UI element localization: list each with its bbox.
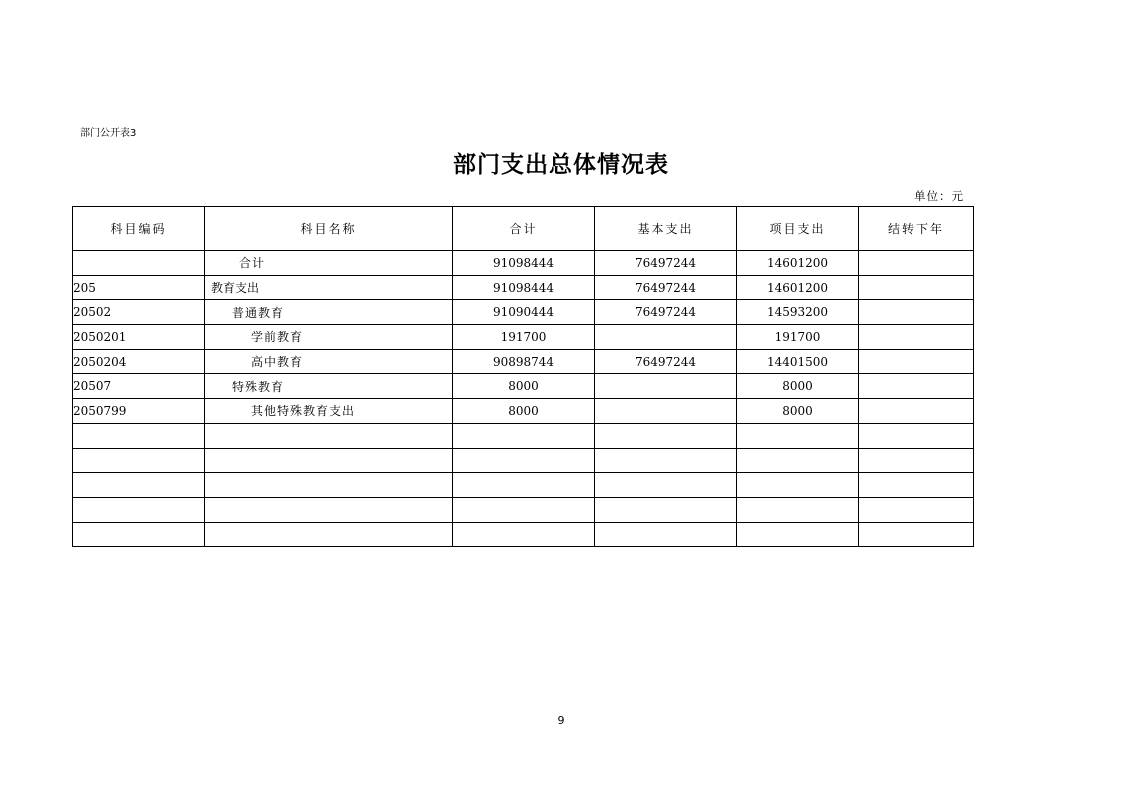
cell-carry [859,497,974,522]
cell-total: 91098444 [453,275,595,300]
cell-code: 2050204 [73,349,205,374]
cell-basic [595,399,737,424]
cell-name: 普通教育 [205,300,453,325]
cell-name [205,473,453,498]
table-row [73,300,974,325]
cell-total: 91090444 [453,300,595,325]
cell-carry [859,522,974,547]
cell-carry [859,300,974,325]
cell-code: 2050799 [73,399,205,424]
cell-name [205,497,453,522]
cell-project [737,448,859,473]
cell-name: 学前教育 [205,325,453,350]
cell-code: 20502 [73,300,205,325]
cell-total: 91098444 [453,251,595,276]
cell-project [737,497,859,522]
cell-project: 14601200 [737,275,859,300]
cell-basic [595,374,737,399]
cell-basic [595,522,737,547]
table-row-empty [73,522,974,547]
cell-code [73,448,205,473]
table-row-empty [73,473,974,498]
header-carry: 结转下年 [859,207,974,251]
cell-carry [859,349,974,374]
cell-carry [859,374,974,399]
cell-project [737,423,859,448]
cell-total [453,522,595,547]
cell-project: 14401500 [737,349,859,374]
cell-name [205,448,453,473]
table-row [73,325,974,350]
cell-name [205,423,453,448]
table-row [73,349,974,374]
cell-basic: 76497244 [595,251,737,276]
header-project: 项目支出 [737,207,859,251]
cell-basic [595,423,737,448]
table-row [73,374,974,399]
cell-project [737,473,859,498]
cell-name: 特殊教育 [205,374,453,399]
cell-carry [859,399,974,424]
table-header-row [73,207,974,251]
cell-name [205,522,453,547]
cell-total: 8000 [453,399,595,424]
cell-code: 2050201 [73,325,205,350]
cell-project: 191700 [737,325,859,350]
cell-total [453,497,595,522]
table-row-total [73,251,974,276]
cell-project: 14601200 [737,251,859,276]
cell-name: 其他特殊教育支出 [205,399,453,424]
header-code: 科目编码 [73,207,205,251]
cell-carry [859,473,974,498]
expenditure-table [72,206,974,547]
document-label: 部门公开表3 [80,128,137,139]
cell-total [453,423,595,448]
cell-code [73,251,205,276]
cell-code [73,473,205,498]
table-row-empty [73,497,974,522]
page-title: 部门支出总体情况表 [453,151,669,178]
cell-basic: 76497244 [595,275,737,300]
cell-code [73,497,205,522]
cell-total [453,448,595,473]
page-number: 9 [557,714,565,727]
cell-basic [595,497,737,522]
cell-name: 高中教育 [205,349,453,374]
header-total: 合计 [453,207,595,251]
cell-basic: 76497244 [595,300,737,325]
cell-carry [859,448,974,473]
cell-total: 8000 [453,374,595,399]
cell-total: 90898744 [453,349,595,374]
cell-code [73,423,205,448]
cell-carry [859,325,974,350]
cell-total [453,473,595,498]
cell-total: 191700 [453,325,595,350]
cell-carry [859,251,974,276]
unit-label: 单位：元 [914,189,964,203]
cell-basic [595,325,737,350]
cell-project: 8000 [737,399,859,424]
cell-basic [595,448,737,473]
table-row [73,399,974,424]
cell-project: 14593200 [737,300,859,325]
cell-basic [595,473,737,498]
table-row [73,275,974,300]
cell-name: 合计 [205,251,453,276]
cell-code: 205 [73,275,205,300]
table-row-empty [73,448,974,473]
header-name: 科目名称 [205,207,453,251]
cell-project: 8000 [737,374,859,399]
header-basic: 基本支出 [595,207,737,251]
cell-carry [859,423,974,448]
table-row-empty [73,423,974,448]
cell-code [73,522,205,547]
cell-carry [859,275,974,300]
cell-basic: 76497244 [595,349,737,374]
cell-name: 教育支出 [205,275,453,300]
cell-code: 20507 [73,374,205,399]
cell-project [737,522,859,547]
